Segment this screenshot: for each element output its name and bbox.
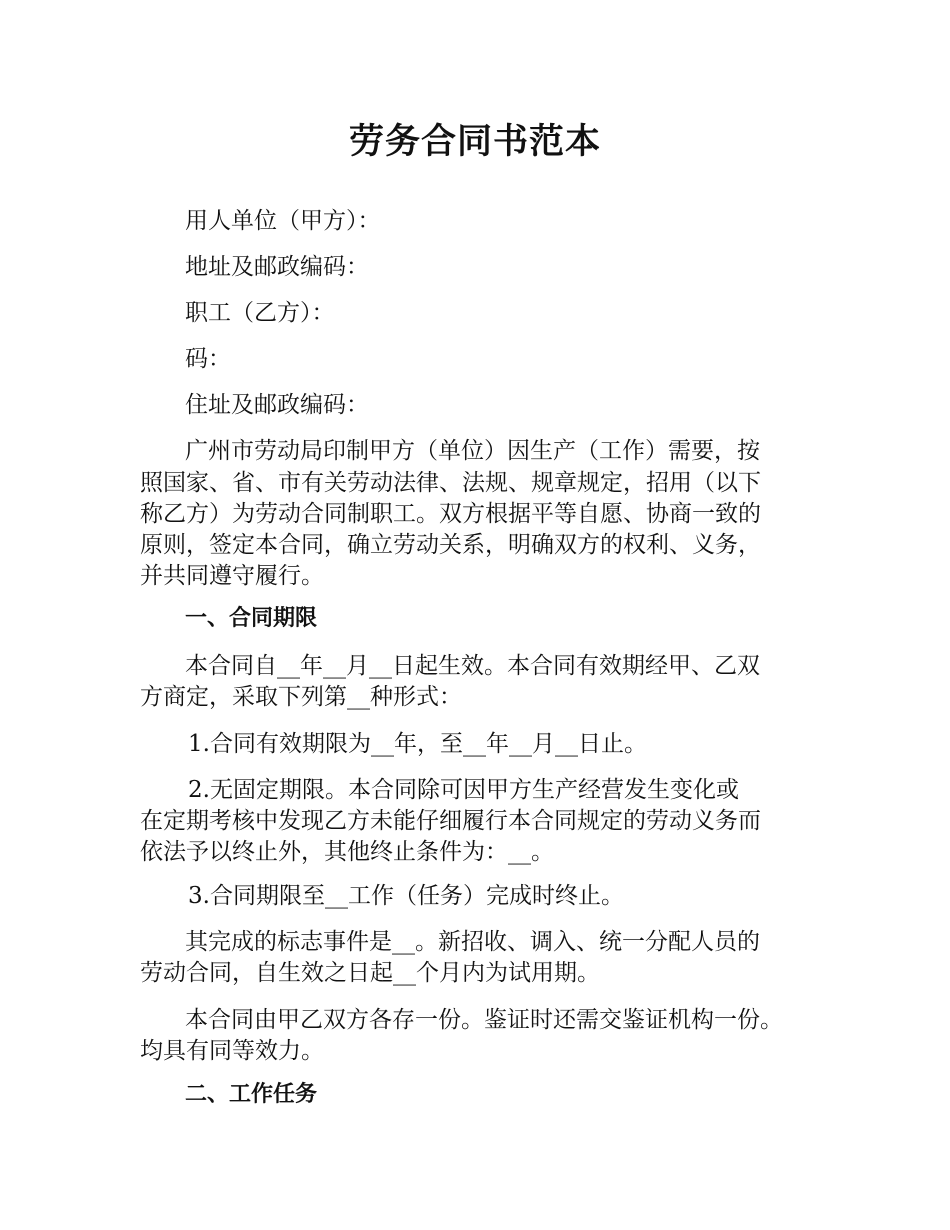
term-option-2-line: 在定期考核中发现乙方未能仔细履行本合同规定的劳动义务而	[140, 808, 761, 834]
completion-paragraph-line: 劳动合同，自生效之日起__个月内为试用期。	[140, 960, 600, 986]
employee-field: 职工（乙方）：	[185, 300, 335, 326]
intro-line: 广州市劳动局印制甲方（单位）因生产（工作）需要，按	[185, 438, 760, 464]
term-paragraph-line: 方商定，采取下列第__种形式：	[140, 684, 462, 710]
term-option-2-line: 依法予以终止外，其他终止条件为：__。	[140, 839, 554, 865]
code-field: 码：	[185, 346, 231, 372]
term-paragraph-line: 本合同自__年__月__日起生效。本合同有效期经甲、乙双	[185, 653, 760, 679]
employer-address-field: 地址及邮政编码：	[185, 254, 369, 280]
section-heading-term: 一、合同期限	[185, 606, 318, 631]
completion-paragraph-line: 其完成的标志事件是__。新招收、调入、统一分配人员的	[185, 929, 760, 955]
intro-line: 照国家、省、市有关劳动法律、法规、规章规定，招用（以下	[140, 470, 761, 496]
section-heading-tasks: 二、工作任务	[185, 1082, 318, 1107]
copies-paragraph-line: 本合同由甲乙双方各存一份。鉴证时还需交鉴证机构一份。	[185, 1007, 783, 1033]
employee-address-field: 住址及邮政编码：	[185, 392, 369, 418]
copies-paragraph-line: 均具有同等效力。	[140, 1038, 324, 1064]
term-option-2-line: 2.无固定期限。本合同除可因甲方生产经营发生变化或	[188, 777, 739, 803]
intro-line: 并共同遵守履行。	[140, 563, 324, 589]
document-title: 劳务合同书范本	[348, 122, 601, 162]
term-option-1: 1.合同有效期限为__年，至__年__月__日止。	[188, 731, 647, 757]
intro-line: 原则，签定本合同，确立劳动关系，明确双方的权利、义务，	[140, 532, 761, 558]
intro-line: 称乙方）为劳动合同制职工。双方根据平等自愿、协商一致的	[140, 501, 761, 527]
term-option-3: 3.合同期限至__工作（任务）完成时终止。	[188, 883, 624, 909]
employer-field: 用人单位（甲方）：	[185, 208, 381, 234]
